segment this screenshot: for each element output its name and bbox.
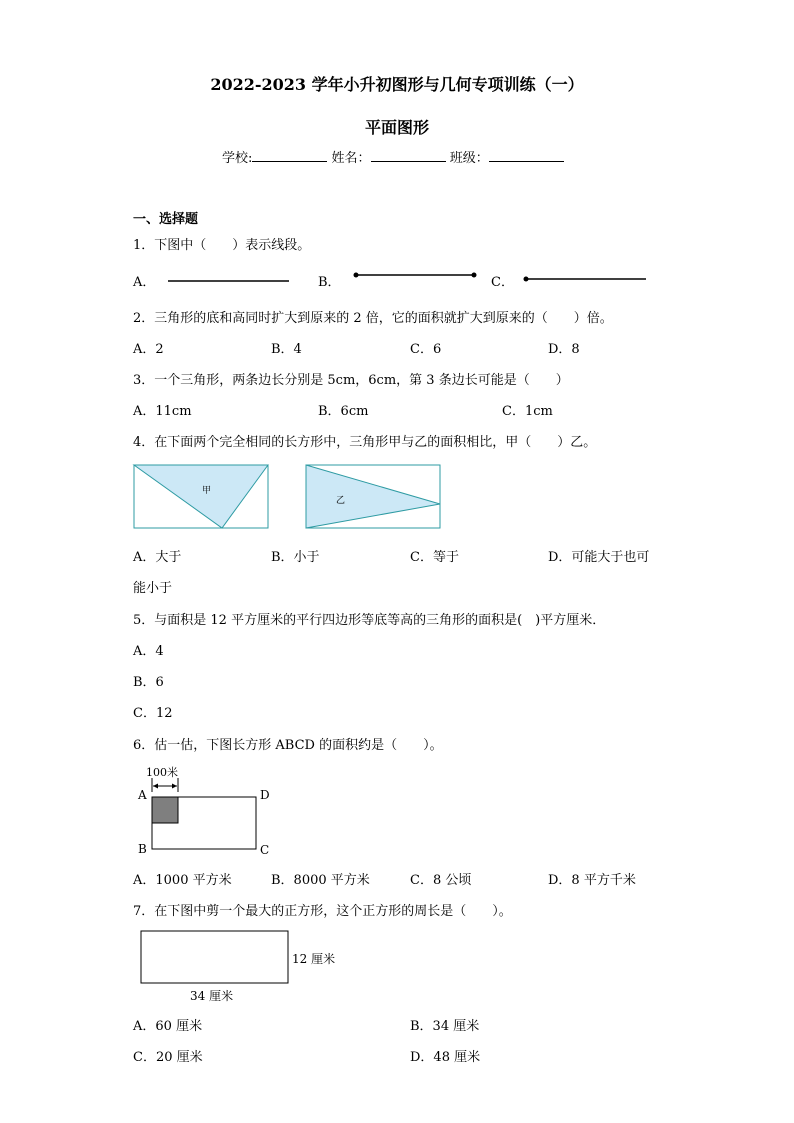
q6-scale-label: 100米 <box>146 766 178 779</box>
q6-option-d[interactable]: D．8 平方千米 <box>548 873 636 888</box>
q2-option-b[interactable]: B．4 <box>271 342 302 357</box>
q7-stem: 7．在下图中剪一个最大的正方形，这个正方形的周长是（ ）。 <box>133 904 512 919</box>
q7-width-label: 34 厘米 <box>190 989 234 1003</box>
q4-label-yi: 乙 <box>336 496 346 506</box>
q7-option-b[interactable]: B．34 厘米 <box>410 1019 480 1034</box>
q2-stem: 2．三角形的底和高同时扩大到原来的 2 倍，它的面积就扩大到原来的（ ）倍。 <box>133 311 613 326</box>
class-label: 班级： <box>449 151 489 166</box>
q5-option-a[interactable]: A．4 <box>133 644 164 659</box>
q7-rectangle <box>141 931 288 983</box>
q3-stem: 3．一个三角形，两条边长分别是 5cm，6cm，第 3 条边长可能是（ ） <box>133 373 569 388</box>
q5-option-c[interactable]: C．12 <box>133 706 173 721</box>
q5-stem: 5．与面积是 12 平方厘米的平行四边形等底等高的三角形的面积是( )平方厘米． <box>133 613 606 628</box>
q1-option-a[interactable]: A． <box>133 275 156 290</box>
school-label: 学校: <box>222 151 253 166</box>
q6-option-c[interactable]: C．8 公顷 <box>410 873 472 888</box>
q7-option-a[interactable]: A．60 厘米 <box>133 1019 203 1034</box>
name-label: 姓名： <box>331 151 371 166</box>
q4-option-d[interactable]: D．可能大于也可 <box>548 550 650 565</box>
q6-option-a[interactable]: A．1000 平方米 <box>133 873 232 888</box>
q2-option-a[interactable]: A．2 <box>133 342 164 357</box>
q2-option-d[interactable]: D．8 <box>548 342 580 357</box>
q1-stem: 1．下图中（ ）表示线段。 <box>133 238 311 253</box>
q5-option-b[interactable]: B．6 <box>133 675 164 690</box>
q2-option-c[interactable]: C．6 <box>410 342 442 357</box>
q6-point-b: B <box>138 842 147 856</box>
q3-option-c[interactable]: C．1cm <box>502 404 553 419</box>
q7-option-c[interactable]: C．20 厘米 <box>133 1050 203 1065</box>
q1-option-c[interactable]: C． <box>491 275 514 290</box>
q4-option-d-continued: 能小于 <box>133 581 173 596</box>
q4-option-b[interactable]: B．小于 <box>271 550 320 565</box>
q7-height-label: 12 厘米 <box>292 952 336 966</box>
q6-point-a: A <box>138 788 147 802</box>
section-title: 一、选择题 <box>133 212 199 227</box>
q7-option-d[interactable]: D．48 厘米 <box>410 1050 481 1065</box>
q6-point-c: C <box>260 843 270 857</box>
q6-option-b[interactable]: B．8000 平方米 <box>271 873 370 888</box>
page-title: 2022-2023 学年小升初图形与几何专项训练（一） <box>210 75 584 94</box>
q3-option-b[interactable]: B．6cm <box>318 404 369 419</box>
q4-stem: 4．在下面两个完全相同的长方形中，三角形甲与乙的面积相比，甲（ ）乙。 <box>133 435 597 450</box>
q1-option-b[interactable]: B． <box>318 275 341 290</box>
q4-option-c[interactable]: C．等于 <box>410 550 459 565</box>
q6-point-d: D <box>260 788 270 802</box>
page-subtitle: 平面图形 <box>364 118 429 137</box>
q4-label-jia: 甲 <box>202 486 212 496</box>
q4-option-a[interactable]: A．大于 <box>133 550 182 565</box>
q6-stem: 6．估一估，下图长方形 ABCD 的面积约是（ ）。 <box>133 738 443 753</box>
q3-option-a[interactable]: A．11cm <box>133 404 192 419</box>
